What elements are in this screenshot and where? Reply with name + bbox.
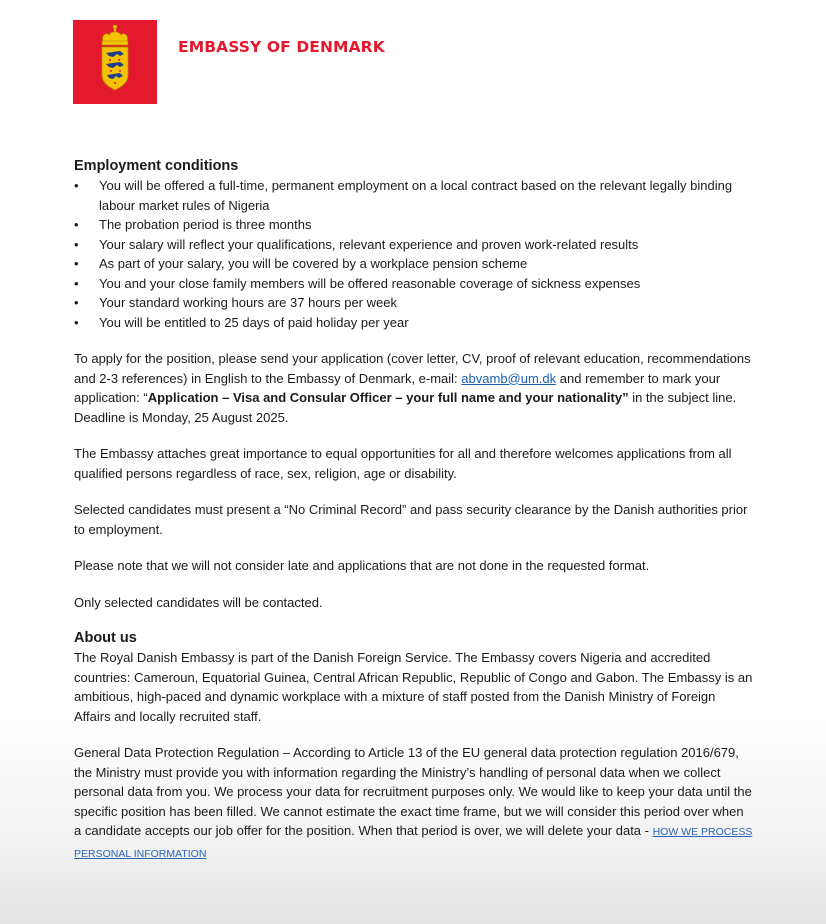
gdpr-paragraph: General Data Protection Regulation – According to Article 13 of the EU general data protection regulation 2016/679, the Ministry must provide you with information regarding the Ministry’s handling of personal data when we collect personal data from you. We process your data for recruitment purposes only. We would like to keep your data until the specific position has been filled. We cannot estimate the exact time frame, but we will consider this period over when a candidate accepts our job offer for the position. When that period is over, we will delete your data - HOW WE PROCESS PERSONAL INFORMATION (74, 745, 753, 860)
criminal-record-paragraph: Selected candidates must present a “No Criminal Record” and pass security clearance by the Danish authorities prior to employment. (74, 502, 748, 537)
equal-opportunities-paragraph: The Embassy attaches great importance to equal opportunities for all and therefore welcomes applications from all qualified persons regardless of race, sex, religion, age or disability. (74, 446, 732, 481)
privacy-policy-link[interactable]: HOW WE PROCESS PERSONAL INFORMATION (74, 826, 753, 860)
contact-note: Only selected candidates will be contacted. (74, 594, 323, 610)
employment-heading: Employment conditions (74, 158, 239, 174)
list-item: • You will be entitled to 25 days of paid holiday per year (99, 313, 754, 333)
list-item: • You and your close family members will be offered reasonable coverage of sickness expenses (99, 274, 754, 294)
employment-conditions-list (74, 176, 754, 332)
subject-line: Application – Visa and Consular Officer – your full name and your nationality” (147, 390, 629, 405)
application-paragraph: To apply for the position, please send your application (cover letter, CV, proof of relevant education, recommendations and 2-3 references) in English to the Embassy of Denmark, e-mail: abvamb@um.dk and remember to mark your application: “Application – Visa and Consular Officer – your full name and your nationality” in the subject line. Deadline is Monday, 25 August 2025. (74, 351, 751, 425)
list-item: • Your standard working hours are 37 hours per week (99, 293, 754, 313)
org-name: EMBASSY OF DENMARK (178, 38, 385, 56)
late-applications-note: Please note that we will not consider late and applications that are not done in the requested format. (74, 558, 650, 573)
list-item: • Your salary will reflect your qualifications, relevant experience and proven work-related results (99, 235, 754, 255)
list-item: • As part of your salary, you will be covered by a workplace pension scheme (99, 254, 754, 274)
email-link[interactable]: abvamb@um.dk (461, 370, 557, 386)
about-paragraph: The Royal Danish Embassy is part of the Danish Foreign Service. The Embassy covers Nigeria and accredited countries: Cameroun, Equatorial Guinea, Central African Republic, Republic of Congo and Gabon. The Embassy is an ambitious, high-paced and dynamic workplace with a mixture of staff posted from the Danish Ministry of Foreign Affairs and locally recruited staff. (74, 650, 753, 724)
list-item: • The probation period is three months (99, 215, 754, 235)
embassy-logo (73, 20, 157, 104)
about-heading: About us (74, 630, 137, 646)
danish-coat-of-arms-icon (73, 20, 157, 104)
list-item: • You will be offered a full-time, permanent employment on a local contract based on the relevant legally binding labour market rules of Nigeria (99, 176, 754, 215)
document-body (74, 156, 754, 864)
